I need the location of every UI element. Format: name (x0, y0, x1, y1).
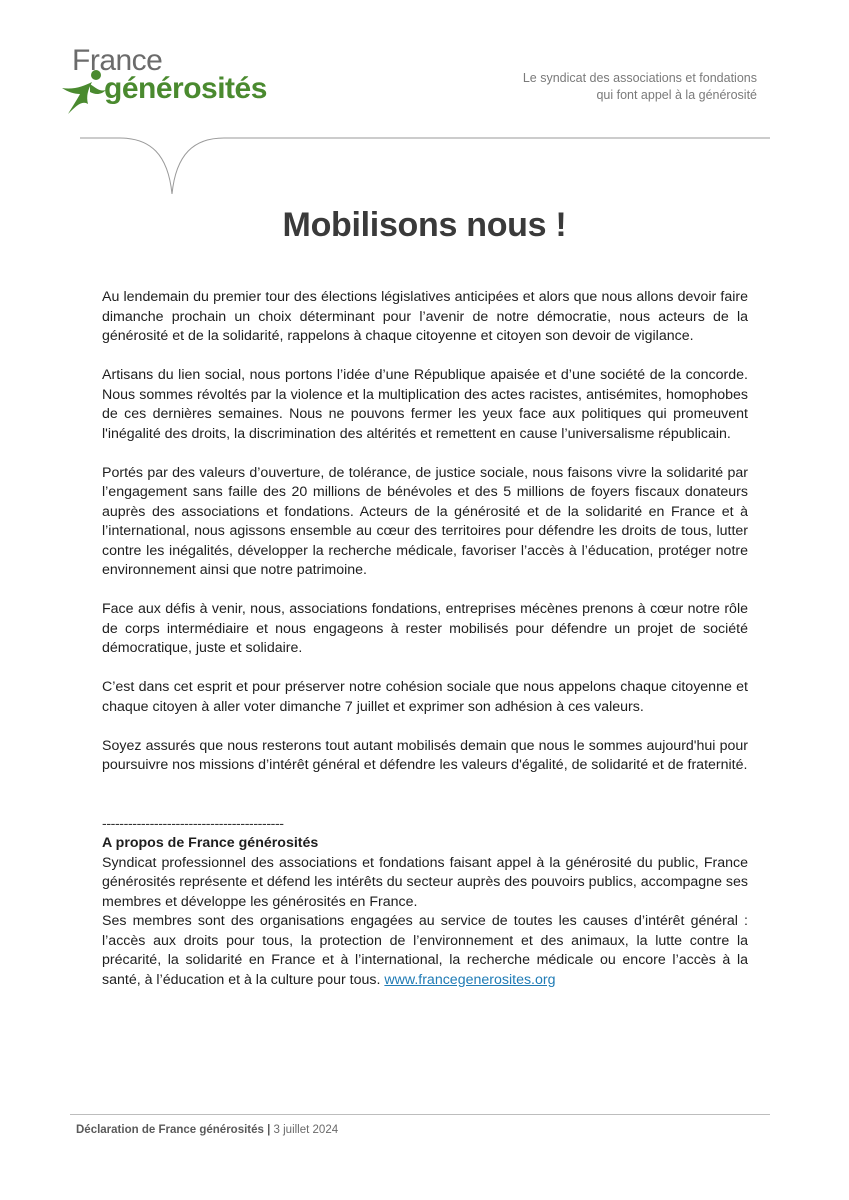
paragraph-2: Artisans du lien social, nous portons l’idée d’une République apaisée et d’une société de la concorde. Nous sommes révoltés par la violence et la multiplication des actes racistes, antisémites, homophobes de ces dernières semaines. Nous ne pouvons fermer les yeux face aux politiques qui promeuvent l'inégalité des droits, la discrimination des altérités et remettent en cause l’universalisme républicain. (102, 367, 748, 442)
main-content (102, 288, 748, 990)
france-generosites-logo[interactable] (60, 44, 320, 124)
section-separator: ------------------------------------------ (102, 815, 284, 832)
footer-divider (70, 1114, 770, 1115)
about-text-2-body: Ses membres sont des organisations engagées au service de toutes les causes d’intérêt général : l’accès aux droits pour tous, la protection de l’environnement et des animaux, la lutte contre la précarité, la solidarité en France et à l’international, la recherche médicale ou encore l’accès à la santé, à l’éducation et à la culture pour tous. (102, 913, 748, 988)
page-title: Mobilisons nous ! (282, 206, 567, 244)
spacer (102, 795, 748, 815)
footer-date: 3 juillet 2024 (273, 1124, 339, 1136)
website-link[interactable]: www.francegenerosites.org (384, 971, 556, 988)
header-tagline (523, 70, 757, 104)
paragraph-1: Au lendemain du premier tour des élections législatives anticipées et alors que nous allons devoir faire dimanche prochain un choix déterminant pour l’avenir de notre démocratie, nous acteurs de la générosité et de la solidarité, rappelons à chaque citoyenne et citoyen son devoir de vigilance. (102, 289, 748, 344)
paragraph-6: Soyez assurés que nous resterons tout autant mobilisés demain que nous le sommes aujourd'hui pour poursuivre nos missions d’intérêt général et défendre les valeurs d'égalité, de solidarité et de fraternité. (102, 737, 748, 773)
tagline-line-2: qui font appel à la générosité (596, 88, 757, 102)
footer-label: Déclaration de France générosités (76, 1124, 264, 1136)
header-divider (80, 132, 770, 202)
tagline-line-1: Le syndicat des associations et fondations (522, 71, 757, 85)
about-text-1: Syndicat professionnel des associations et fondations faisant appel à la générosité du public, France générosités représente et défend les intérêts du secteur auprès des pouvoirs publics, accompagne ses membres et développe les générosités en France. (102, 854, 748, 910)
paragraph-5: C’est dans cet esprit et pour préserver notre cohésion sociale que nous appelons chaque citoyenne et chaque citoyen à aller voter dimanche 7 juillet et exprimer son adhésion à ces valeurs. (102, 679, 748, 715)
about-section (102, 834, 748, 990)
about-title: A propos de France générosités (102, 835, 319, 851)
paragraph-4: Face aux défis à venir, nous, associations fondations, entreprises mécènes prenons à cœur notre rôle de corps intermédiaire et nous engageons à rester mobilisés pour défendre un projet de société démocratique, juste et solidaire. (102, 601, 748, 656)
footer (76, 1124, 338, 1136)
footer-separator: | (267, 1124, 271, 1136)
paragraph-3: Portés par des valeurs d’ouverture, de tolérance, de justice sociale, nous faisons vivre la solidarité par l’engagement sans faille des 20 millions de bénévoles et des 5 millions de foyers fiscaux donateurs auprès des associations et fondations. Acteurs de la générosité et de la solidarité en France et à l’international, nous agissons ensemble au cœur des territoires pour défendre les droits de tous, lutter contre les inégalités, développer la recherche médicale, favoriser l’accès à l’éducation, protéger notre environnement ainsi que notre patrimoine. (102, 464, 748, 578)
logo-word-generosites: générosités (104, 72, 267, 105)
logo-word-france: France (72, 44, 163, 77)
about-text-2 (102, 912, 748, 990)
